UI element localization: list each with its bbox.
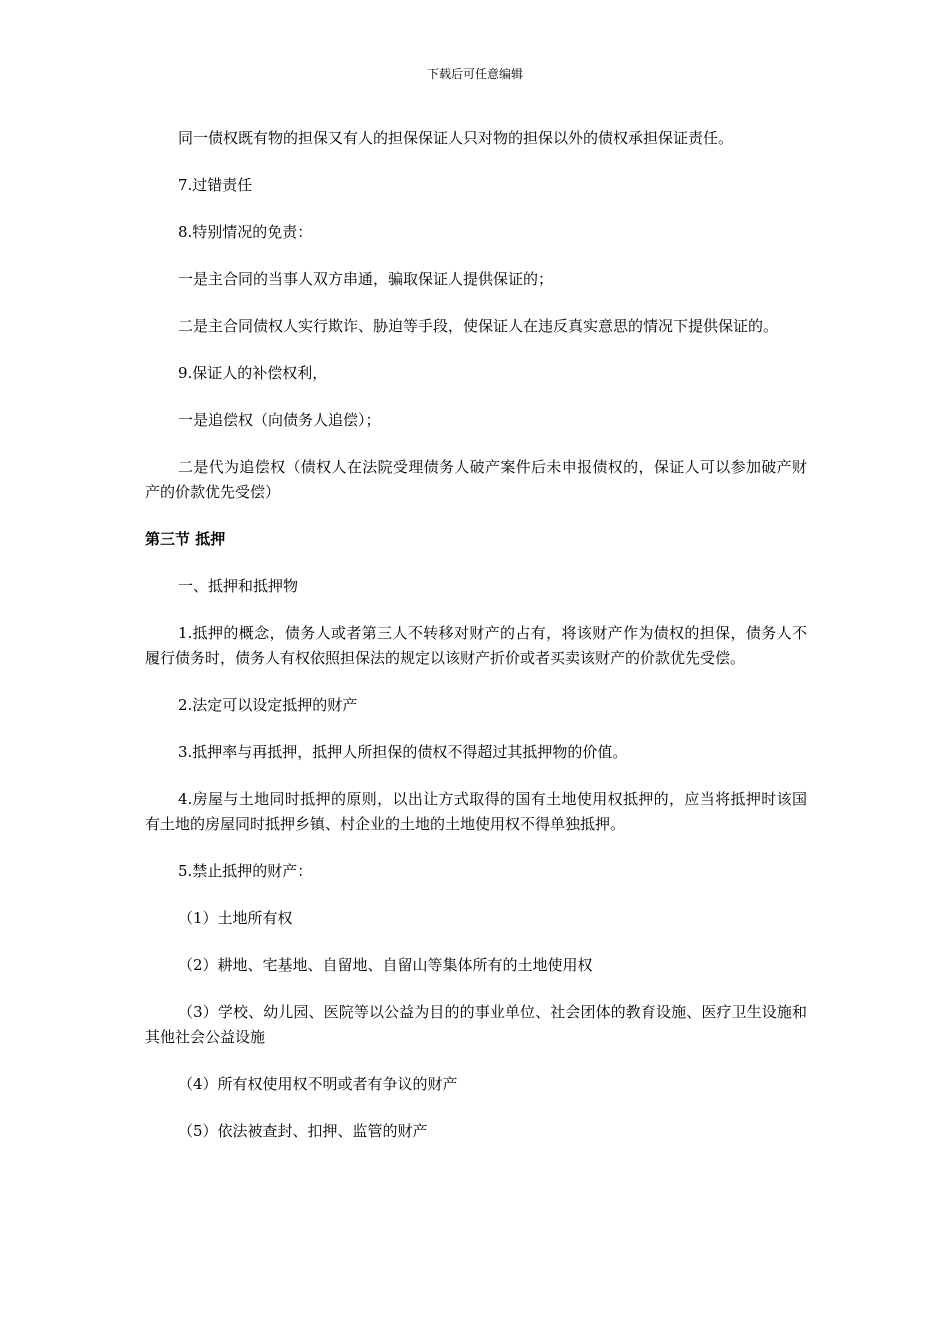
paragraph: 2.法定可以设定抵押的财产 — [178, 696, 358, 714]
paragraph: 一、抵押和抵押物 — [178, 577, 299, 595]
paragraph: 9.保证人的补偿权利， — [178, 364, 328, 382]
paragraph: 1.抵押的概念，债务人或者第三人不转移对财产的占有，将该财产作为债权的担保，债务人不履行债务时，债务人有权依照担保法的规定以该财产折价或者买卖该财产的价款优先受偿。 — [145, 624, 807, 667]
paragraph: 5.禁止抵押的财产： — [178, 862, 313, 880]
paragraph: 二是主合同债权人实行欺诈、胁迫等手段，使保证人在违反真实意思的情况下提供保证的。 — [178, 317, 779, 335]
paragraph: 3.抵押率与再抵押，抵押人所担保的债权不得超过其抵押物的价值。 — [178, 743, 628, 761]
paragraph: 同一债权既有物的担保又有人的担保保证人只对物的担保以外的债权承担保证责任。 — [178, 129, 734, 147]
paragraph: 4.房屋与土地同时抵押的原则，以出让方式取得的国有土地使用权抵押的，应当将抵押时该国有土地的房屋同时抵押乡镇、村企业的土地的土地使用权不得单独抵押。 — [145, 790, 807, 833]
paragraph: 8.特别情况的免责： — [178, 223, 313, 241]
list-item: （1）土地所有权 — [178, 909, 293, 927]
document-body — [145, 126, 807, 1166]
list-item: （3）学校、幼儿园、医院等以公益为目的的事业单位、社会团体的教育设施、医疗卫生设施和其他社会公益设施 — [145, 1003, 807, 1046]
section-heading: 第三节 抵押 — [145, 530, 226, 548]
paragraph: 一是主合同的当事人双方串通，骗取保证人提供保证的； — [178, 270, 554, 288]
paragraph: 一是追偿权（向债务人追偿）； — [178, 411, 381, 429]
list-item: （4）所有权使用权不明或者有争议的财产 — [178, 1075, 458, 1093]
paragraph: 二是代为追偿权（债权人在法院受理债务人破产案件后未申报债权的，保证人可以参加破产财产的价款优先受偿） — [145, 458, 807, 501]
list-item: （5）依法被查封、扣押、监管的财产 — [178, 1122, 428, 1140]
paragraph: 7.过错责任 — [178, 176, 253, 194]
list-item: （2）耕地、宅基地、自留地、自留山等集体所有的土地使用权 — [178, 956, 593, 974]
page-header: 下载后可任意编辑 — [426, 67, 523, 81]
